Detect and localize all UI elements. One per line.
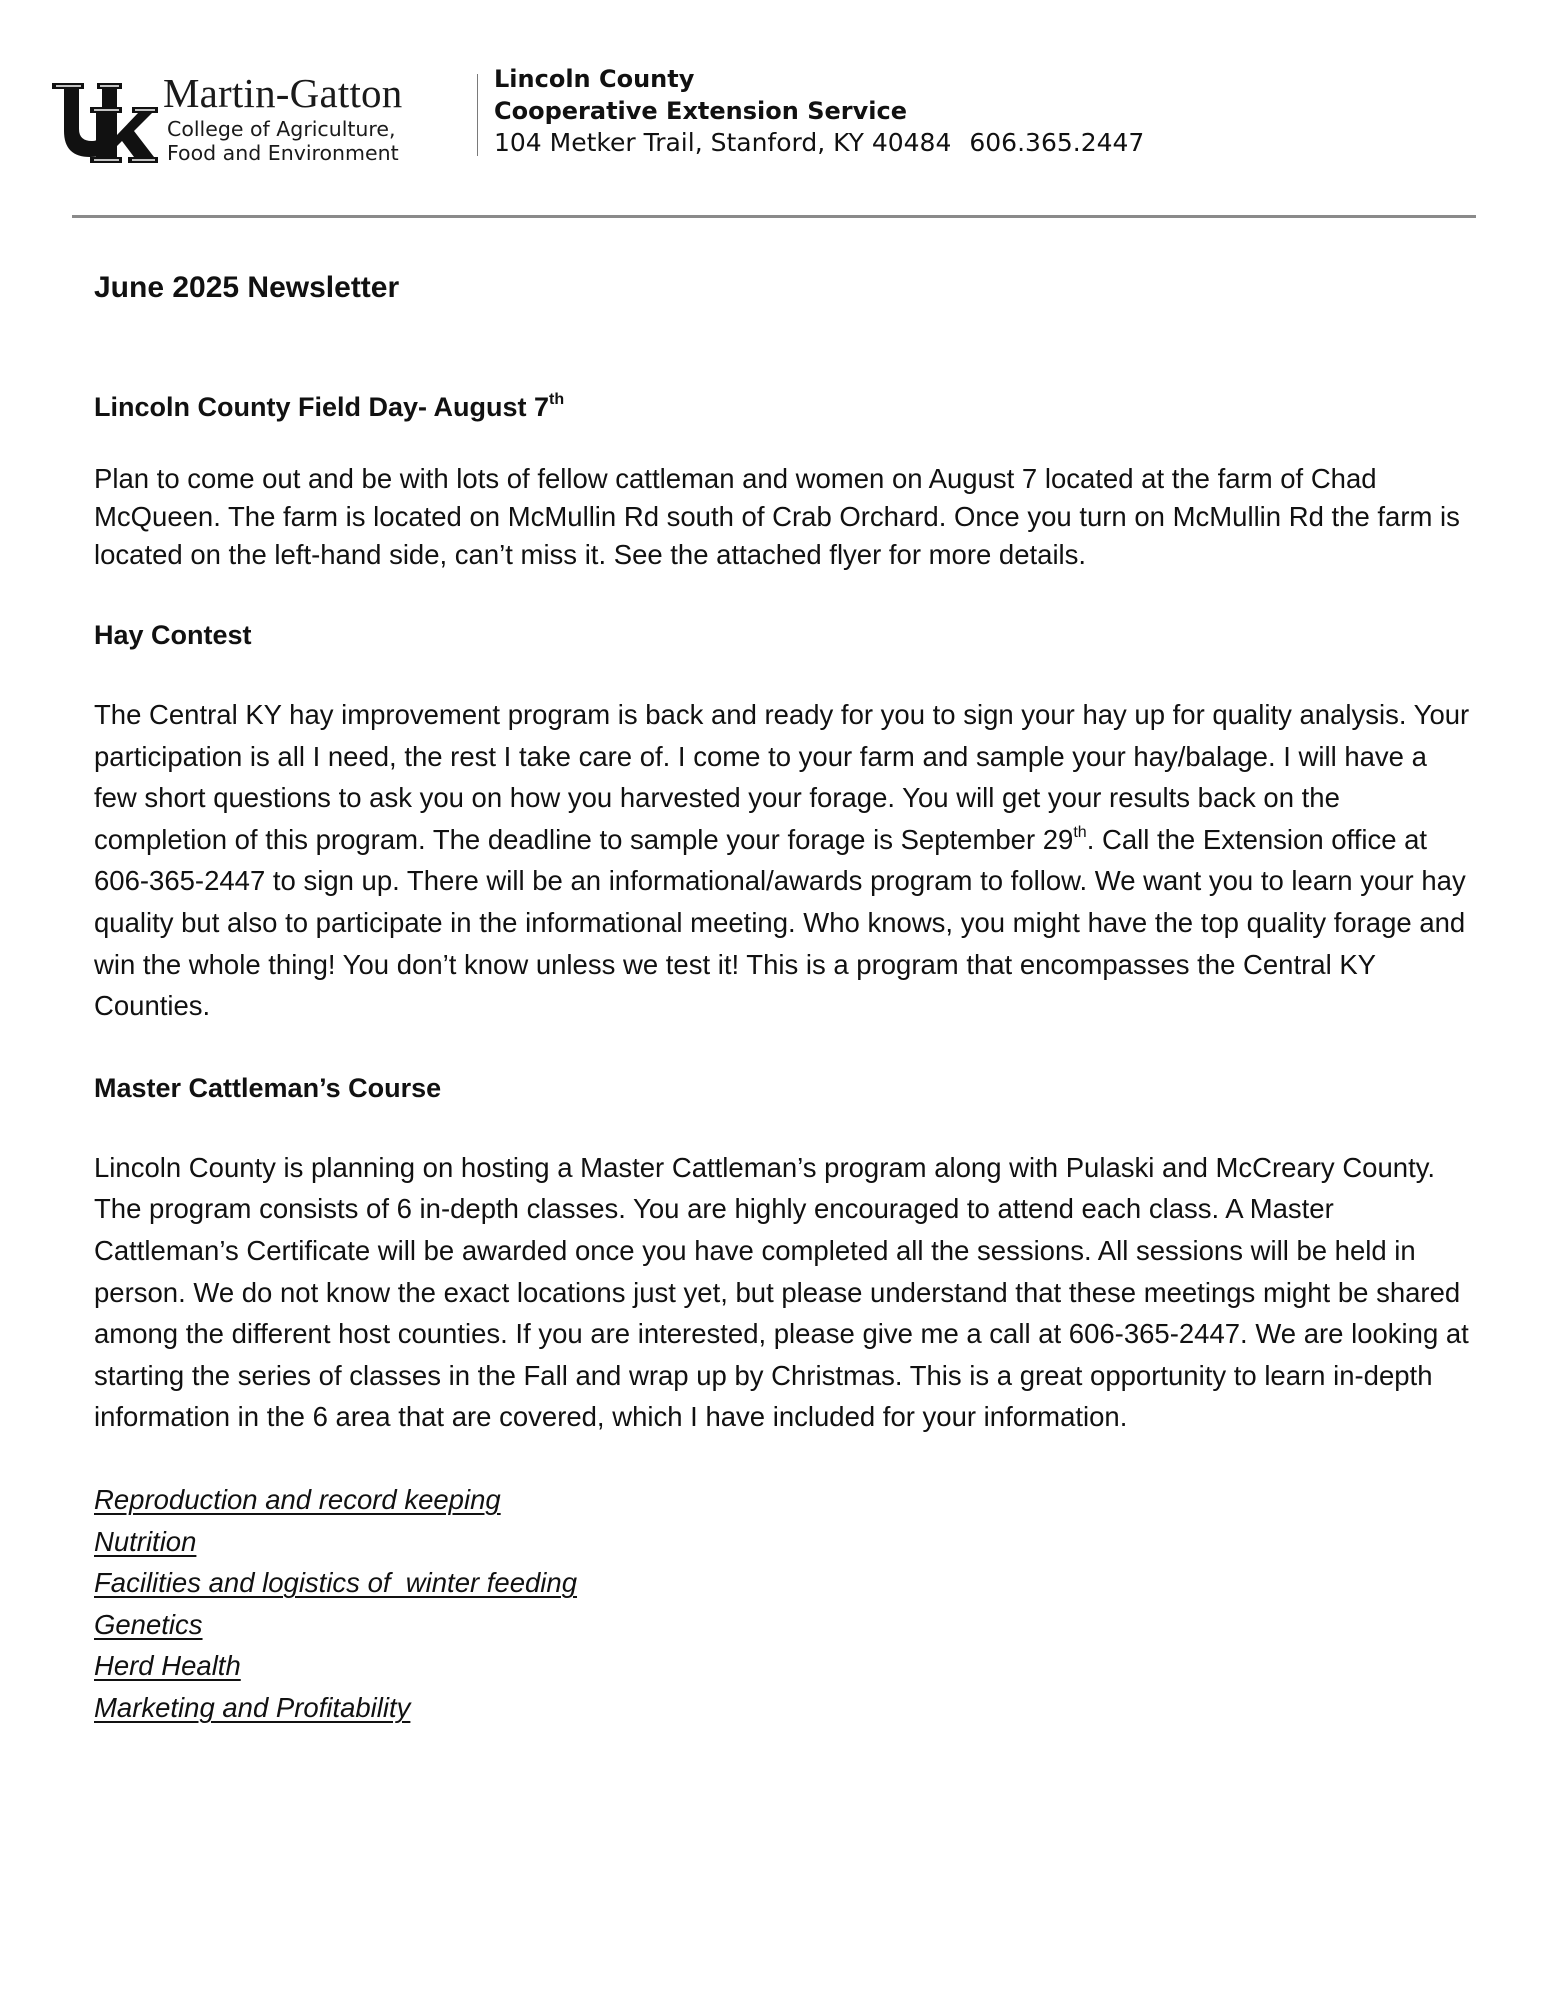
office-address: 104 Metker Trail, Stanford, KY 40484 xyxy=(494,128,952,157)
brand-line-college: College of Agriculture, xyxy=(167,117,396,141)
newsletter-title: June 2025 Newsletter xyxy=(94,271,400,304)
master-cattleman-heading: Master Cattleman’s Course xyxy=(94,1072,442,1103)
newsletter-body xyxy=(94,270,1474,1728)
course-topics-list xyxy=(94,1479,1474,1729)
office-contact xyxy=(494,127,1144,159)
field-day-heading-sup: th xyxy=(549,391,565,408)
uk-monogram-icon xyxy=(50,77,160,165)
topic-link-facilities[interactable]: Facilities and logistics of winter feeding xyxy=(94,1567,578,1599)
header-rule xyxy=(72,215,1476,218)
uk-logo xyxy=(50,70,470,165)
topic-link-marketing[interactable]: Marketing and Profitability xyxy=(94,1691,411,1723)
field-day-heading-text: Lincoln County Field Day- August 7 xyxy=(94,392,550,422)
topic-link-herd-health[interactable]: Herd Health xyxy=(94,1650,241,1682)
brand-subtitle xyxy=(167,117,399,165)
topic-link-nutrition[interactable]: Nutrition xyxy=(94,1525,197,1557)
hay-contest-sup: th xyxy=(1073,823,1087,841)
field-day-heading xyxy=(94,390,1474,424)
list-item xyxy=(94,1562,1474,1604)
letterhead xyxy=(50,65,1490,170)
hay-contest-body-part2: . Call the Extension office at 606-365-2447 to sign up. There will be an informational/awards program to follow. We want you to learn your hay quality but also to participate in the informational meeting. Who knows, you might have the top quality forage and win the whole thing! You don’t know unless we test it! This is a program that encompasses the Central KY Counties. xyxy=(94,823,1466,1022)
topic-link-reproduction[interactable]: Reproduction and record keeping xyxy=(94,1483,501,1515)
brand-line-food: Food and Environment xyxy=(167,141,399,165)
office-service: Cooperative Extension Service xyxy=(494,97,907,125)
list-item xyxy=(94,1604,1474,1646)
office-info xyxy=(494,63,1144,159)
header-divider xyxy=(477,74,478,156)
brand-name: Martin-Gatton xyxy=(163,70,403,116)
office-name: Lincoln County xyxy=(494,65,695,93)
field-day-body: Plan to come out and be with lots of fellow cattleman and women on August 7 located at the farm of Chad McQueen. The farm is located on McMullin Rd south of Crab Orchard. Once you turn on McMullin Rd the farm is located on the left-hand side, can’t miss it. See the attached flyer for more details. xyxy=(94,463,1460,570)
hay-contest-body-part1: The Central KY hay improvement program is back and ready for you to sign your hay up for quality analysis. Your participation is all I need, the rest I take care of. I come to your farm and sample your hay/balage. I will have a few short questions to ask you on how you harvested your forage. You will get your results back on the completion of this program. The deadline to sample your forage is September 29 xyxy=(94,699,1470,855)
hay-contest-body xyxy=(94,694,1474,1027)
list-item xyxy=(94,1521,1474,1563)
hay-contest-heading: Hay Contest xyxy=(94,620,252,650)
list-item xyxy=(94,1479,1474,1521)
list-item xyxy=(94,1687,1474,1729)
list-item xyxy=(94,1645,1474,1687)
office-phone: 606.365.2447 xyxy=(969,128,1145,157)
master-cattleman-body: Lincoln County is planning on hosting a Master Cattleman’s program along with Pulaski and McCreary County. The program consists of 6 in-depth classes. You are highly encouraged to attend each class. A Master Cattleman’s Certificate will be awarded once you have completed all the sessions. All sessions will be held in person. We do not know the exact locations just yet, but please understand that these meetings might be shared among the different host counties. If you are interested, please give me a call at 606-365-2447. We are looking at starting the series of classes in the Fall and wrap up by Christmas. This is a great opportunity to learn in-depth information in the 6 area that are covered, which I have included for your information. xyxy=(94,1151,1469,1433)
topic-link-genetics[interactable]: Genetics xyxy=(94,1608,203,1640)
